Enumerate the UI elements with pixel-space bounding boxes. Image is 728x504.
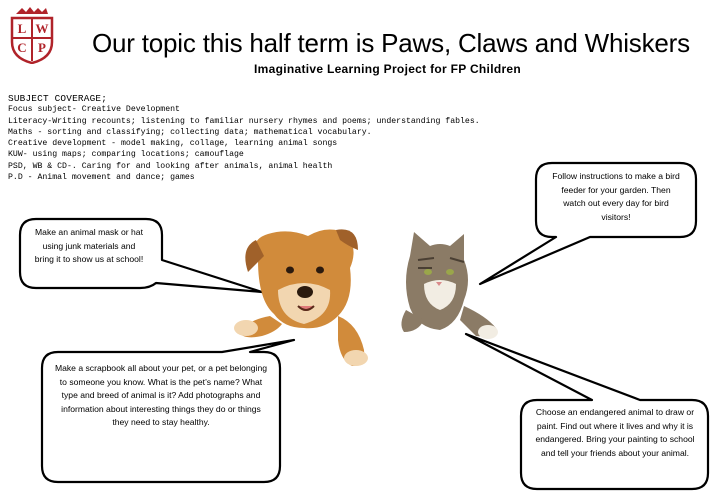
page-subtitle: Imaginative Learning Project for FP Children xyxy=(254,62,522,76)
bubble-text-scrapbook: Make a scrapbook all about your pet, or a pet belonging to someone you know. What is the pet’s name? What type and breed of animal is it? Add photographs and information about interesting things they do or things they need to stay healthy. xyxy=(54,363,268,427)
coverage-line: Literacy-Writing recounts; listening to familiar nursery rhymes and poems; understanding fables. xyxy=(8,116,480,126)
coverage-line: Maths - sorting and classifying; collecting data; mathematical vocabulary. xyxy=(8,127,372,137)
svg-text:P: P xyxy=(38,40,46,55)
coverage-line: Creative development - model making, collage, learning animal songs xyxy=(8,139,338,149)
coverage-line: P.D - Animal movement and dance; games xyxy=(8,173,195,183)
page-title: Our topic this half term is Paws, Claws and Whiskers xyxy=(92,28,690,58)
bubble-text-endangered: Choose an endangered animal to draw or paint. Find out where it lives and why it is endangered. Bring your painting to school and tell your friends about your animal. xyxy=(535,407,695,458)
coverage-line: PSD, WB & CD-. Caring for and looking after animals, animal health xyxy=(8,161,333,171)
coverage-heading: SUBJECT COVERAGE; xyxy=(8,93,108,104)
dog-and-cat-illustration xyxy=(228,220,528,370)
coverage-line: Focus subject- Creative Development xyxy=(8,105,180,115)
svg-text:L: L xyxy=(17,21,27,36)
bubble-text-mask: Make an animal mask or hat using junk materials and bring it to show us at school! xyxy=(34,227,144,264)
svg-text:W: W xyxy=(35,21,49,36)
bubble-text-feeder: Follow instructions to make a bird feeder for your garden. Then watch out every day for bird visitors! xyxy=(552,171,680,222)
cat-image xyxy=(401,232,498,339)
svg-text:C: C xyxy=(17,40,27,55)
coverage-line: KUW- using maps; comparing locations; camouflage xyxy=(8,150,244,160)
dog-image xyxy=(234,229,368,366)
